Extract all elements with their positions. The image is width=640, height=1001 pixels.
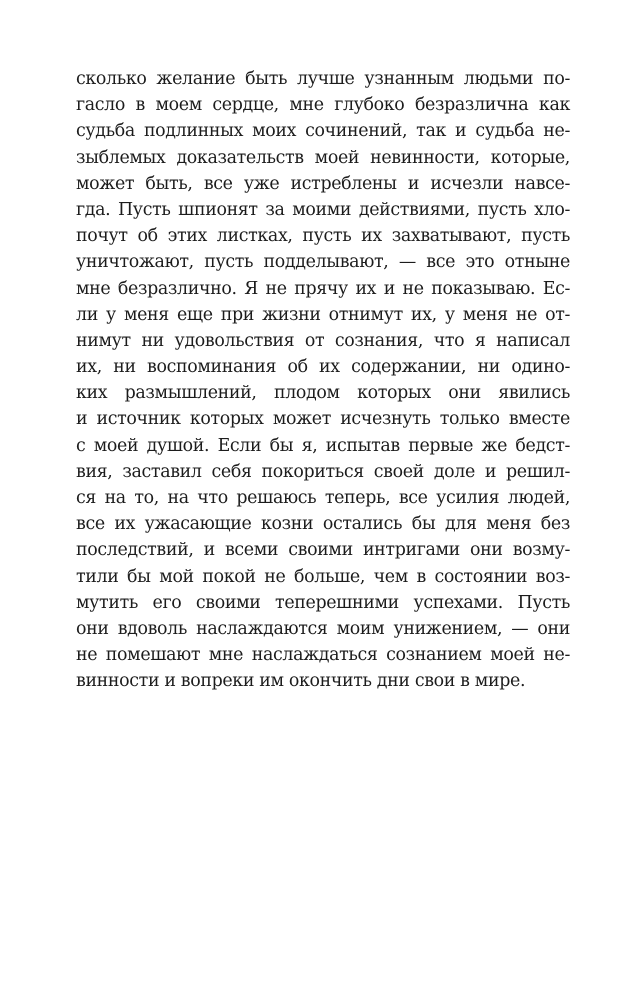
text-line: зыблемых доказательств моей невинности, которые, (76, 147, 570, 168)
text-line: с моей душой. Если бы я, испытав первые же бедст- (76, 435, 570, 456)
text-line: вия, заставил себя покориться своей доле и решил- (76, 461, 570, 482)
text-line: мутить его своими теперешними успехами. Пусть (76, 592, 570, 613)
text-line: ких размышлений, плодом которых они явились (76, 383, 570, 404)
text-line: ся на то, на что решаюсь теперь, все усилия людей, (76, 488, 570, 508)
text-line: гда. Пусть шпионят за моими действиями, пусть хло- (76, 199, 570, 220)
text-line: может быть, все уже истреблены и исчезли навсе- (76, 173, 570, 194)
text-line: почут об этих листках, пусть их захватывают, пусть (76, 226, 570, 247)
text-line: сколько желание быть лучше узнанным людьми по- (76, 69, 570, 89)
text-line: последствий, и всеми своими интригами они возму- (76, 540, 570, 561)
text-line: они вдоволь наслаждаются моим унижением, — они (76, 618, 570, 639)
text-line: и источник которых может исчезнуть только вместе (76, 409, 570, 430)
text-line-last: винности и вопреки им окончить дни свои в мире. (76, 671, 526, 692)
text-line: мне безразлично. Я не прячу их и не показываю. Ес- (76, 278, 570, 299)
text-line: не помешают мне наслаждаться сознанием моей не- (76, 645, 570, 666)
text-line: тили бы мой покой не больше, чем в состоянии воз- (76, 566, 570, 587)
text-line: судьба подлинных моих сочинений, так и судьба не- (76, 121, 570, 142)
body-text (76, 66, 570, 695)
text-line: их, ни воспоминания об их содержании, ни одино- (76, 357, 570, 378)
text-line: гасло в моем сердце, мне глубоко безразлична как (76, 95, 570, 116)
text-line: все их ужасающие козни остались бы для меня без (76, 514, 570, 535)
text-line: нимут ни удовольствия от сознания, что я написал (76, 330, 570, 351)
text-line: ли у меня еще при жизни отнимут их, у меня не от- (76, 304, 570, 325)
text-line: уничтожают, пусть подделывают, — все это отныне (76, 252, 570, 273)
